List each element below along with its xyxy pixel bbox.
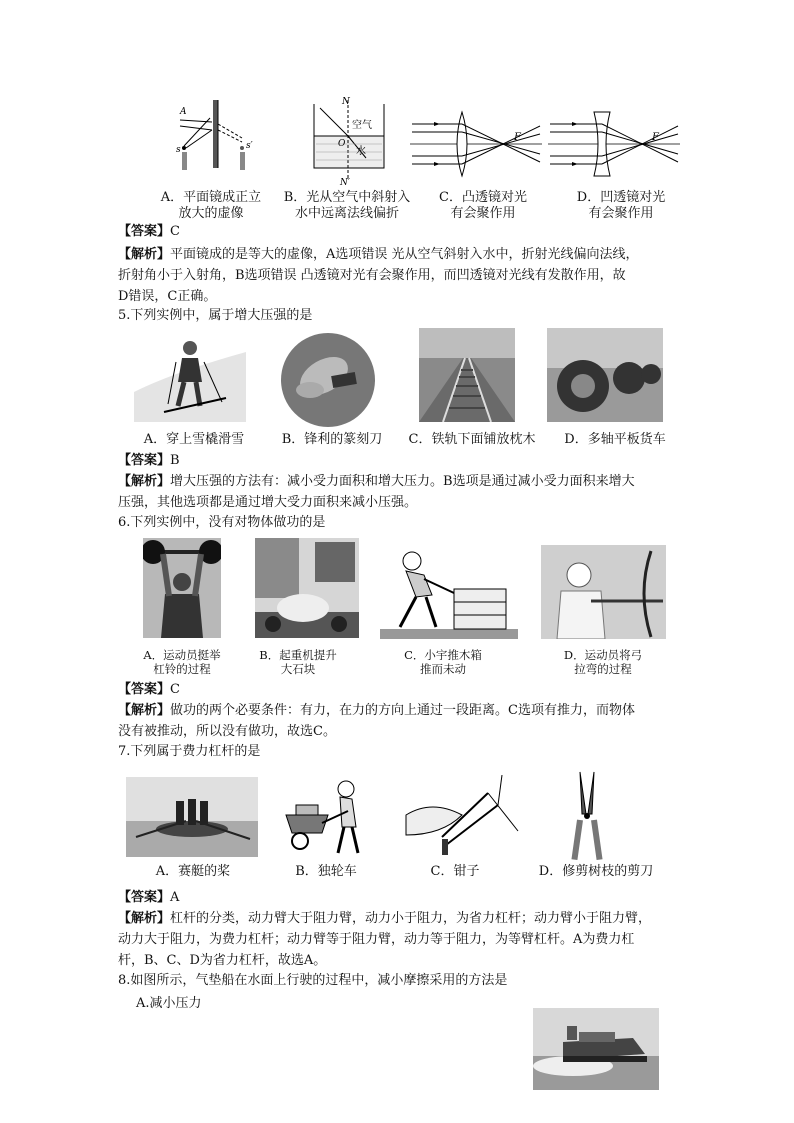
q5-option-c: C．铁轨下面铺放枕木 xyxy=(408,432,536,447)
q7-option-d: D．修剪树枝的剪刀 xyxy=(538,864,654,879)
q6-question: 6.下列实例中，没有对物体做功的是 xyxy=(118,515,326,530)
q4-answer xyxy=(118,222,180,242)
q5-option-b: B．锋利的篆刻刀 xyxy=(281,432,383,447)
label-o: O xyxy=(338,139,346,149)
q6-option-d-line2: 拉弯的过程 xyxy=(574,662,632,676)
q4-option-b-line2: 水中远离法线偏折 xyxy=(294,206,399,221)
carving-knife-image xyxy=(280,332,376,428)
q6-option-b xyxy=(248,648,348,676)
convex-lens-diagram xyxy=(410,108,542,180)
answer-tag: 【答案】 xyxy=(118,224,171,239)
analysis-text: 做功的两个必要条件：有力，在力的方向上通过一段距离。C选项有推力，而物体 xyxy=(170,703,635,718)
weightlifter-image xyxy=(143,538,221,638)
q4-option-b xyxy=(272,190,422,222)
analysis-text: 杠杆的分类，动力臂大于阻力臂，动力小于阻力，为省力杠杆；动力臂小于阻力臂， xyxy=(170,911,652,926)
label-air: 空气 xyxy=(352,120,372,131)
analysis-text: 平面镜成的是等大的虚像，A选项错误 光从空气斜射入水中，折射光线偏向法线， xyxy=(170,247,639,262)
label-f-concave: F xyxy=(652,132,659,143)
q5-analysis-1 xyxy=(118,472,635,492)
analysis-tag: 【解析】 xyxy=(118,703,171,718)
q7-option-b: B．独轮车 xyxy=(295,864,357,879)
q6-option-d-line1: D．运动员将弓 xyxy=(563,648,643,662)
q5-answer xyxy=(118,451,180,471)
q6-answer xyxy=(118,680,180,700)
q7-option-c: C．钳子 xyxy=(430,864,480,879)
skier-image xyxy=(134,332,246,422)
q4-option-c-line1: C．凸透镜对光 xyxy=(439,190,527,205)
q4-option-a-line2: 放大的虚像 xyxy=(178,206,244,221)
push-box-image xyxy=(380,545,518,639)
q4-option-b-line1: B．光从空气中斜射入 xyxy=(283,190,411,205)
answer-tag: 【答案】 xyxy=(118,453,171,468)
q4-analysis-3: D错误，C正确。 xyxy=(118,289,217,304)
q4-option-c xyxy=(418,190,548,222)
q4-analysis-1 xyxy=(118,245,639,265)
q4-option-c-line2: 有会聚作用 xyxy=(450,206,516,221)
q4-option-a-line1: A．平面镜成正立 xyxy=(160,190,262,205)
q5-option-d: D．多轴平板货车 xyxy=(564,432,666,447)
analysis-tag: 【解析】 xyxy=(118,247,171,262)
q6-option-c xyxy=(388,648,498,676)
q6-option-a-line1: A．运动员挺举 xyxy=(143,648,221,662)
hovercraft-image xyxy=(533,1008,659,1090)
q7-analysis-1 xyxy=(118,909,651,929)
answer-value: C xyxy=(170,682,180,697)
q6-option-c-line2: 推而未动 xyxy=(420,662,466,676)
q5-analysis-2: 压强，其他选项都是通过增大受力面积来减小压强。 xyxy=(118,495,418,510)
q4-option-a xyxy=(146,190,276,222)
pruning-shears-image xyxy=(562,770,612,862)
rowing-image xyxy=(126,777,258,857)
q6-option-b-line2: 大石块 xyxy=(280,662,316,676)
q6-option-a xyxy=(120,648,244,676)
pliers-image xyxy=(402,775,520,859)
q7-option-a: A．赛艇的桨 xyxy=(155,864,231,879)
analysis-tag: 【解析】 xyxy=(118,911,171,926)
answer-tag: 【答案】 xyxy=(118,890,171,905)
q5-question: 5.下列实例中，属于增大压强的是 xyxy=(118,308,313,323)
answer-value: A xyxy=(170,890,180,905)
crane-image xyxy=(255,538,359,638)
label-s: s xyxy=(176,145,181,155)
q7-answer xyxy=(118,888,179,908)
mirror-diagram xyxy=(170,96,260,182)
svg-text:A: A xyxy=(180,107,187,117)
q8-question: 8.如图所示，气垫船在水面上行驶的过程中，减小摩擦采用的方法是 xyxy=(118,973,508,988)
q6-option-c-line1: C．小宇推木箱 xyxy=(404,648,482,662)
label-n-prime: N′ xyxy=(340,178,350,186)
q4-option-d xyxy=(556,190,686,222)
archer-image xyxy=(541,545,666,639)
q6-option-b-line1: B．起重机提升 xyxy=(259,648,337,662)
q7-analysis-3: 杆，B、C、D为省力杠杆，故选A。 xyxy=(118,953,327,968)
analysis-text: 增大压强的方法有：减小受力面积和增大压力。B选项是通过减小受力面积来增大 xyxy=(170,474,635,489)
q6-option-d xyxy=(548,648,658,676)
concave-lens-diagram xyxy=(548,108,680,180)
q6-option-a-line2: 杠铃的过程 xyxy=(153,662,211,676)
refraction-diagram xyxy=(310,94,390,186)
answer-value: C xyxy=(170,224,180,239)
q6-analysis-2: 没有被推动，所以没有做功，故选C。 xyxy=(118,724,336,739)
label-s-prime: s′ xyxy=(246,141,253,151)
analysis-tag: 【解析】 xyxy=(118,474,171,489)
answer-value: B xyxy=(170,453,180,468)
q4-option-d-line2: 有会聚作用 xyxy=(588,206,654,221)
label-n: N xyxy=(342,97,350,107)
q4-analysis-2: 折射角小于入射角，B选项错误 凸透镜对光有会聚作用，而凹透镜对光线有发散作用，故 xyxy=(118,268,626,283)
q6-analysis-1 xyxy=(118,701,635,721)
wheelbarrow-image xyxy=(278,775,374,859)
label-water: 水 xyxy=(356,146,366,157)
label-f-convex: F xyxy=(514,132,521,143)
q8-option-a: A.减小压力 xyxy=(136,996,202,1011)
q5-option-a: A．穿上雪橇滑雪 xyxy=(143,432,245,447)
q7-analysis-2: 动力大于阻力，为费力杠杆；动力臂等于阻力臂，动力等于阻力，为等臂杠杆。A为费力杠 xyxy=(118,932,635,947)
q4-option-d-line1: D．凹透镜对光 xyxy=(576,190,666,205)
answer-tag: 【答案】 xyxy=(118,682,171,697)
truck-image xyxy=(547,328,663,422)
railway-image xyxy=(419,328,515,422)
q7-question: 7.下列属于费力杠杆的是 xyxy=(118,744,261,759)
